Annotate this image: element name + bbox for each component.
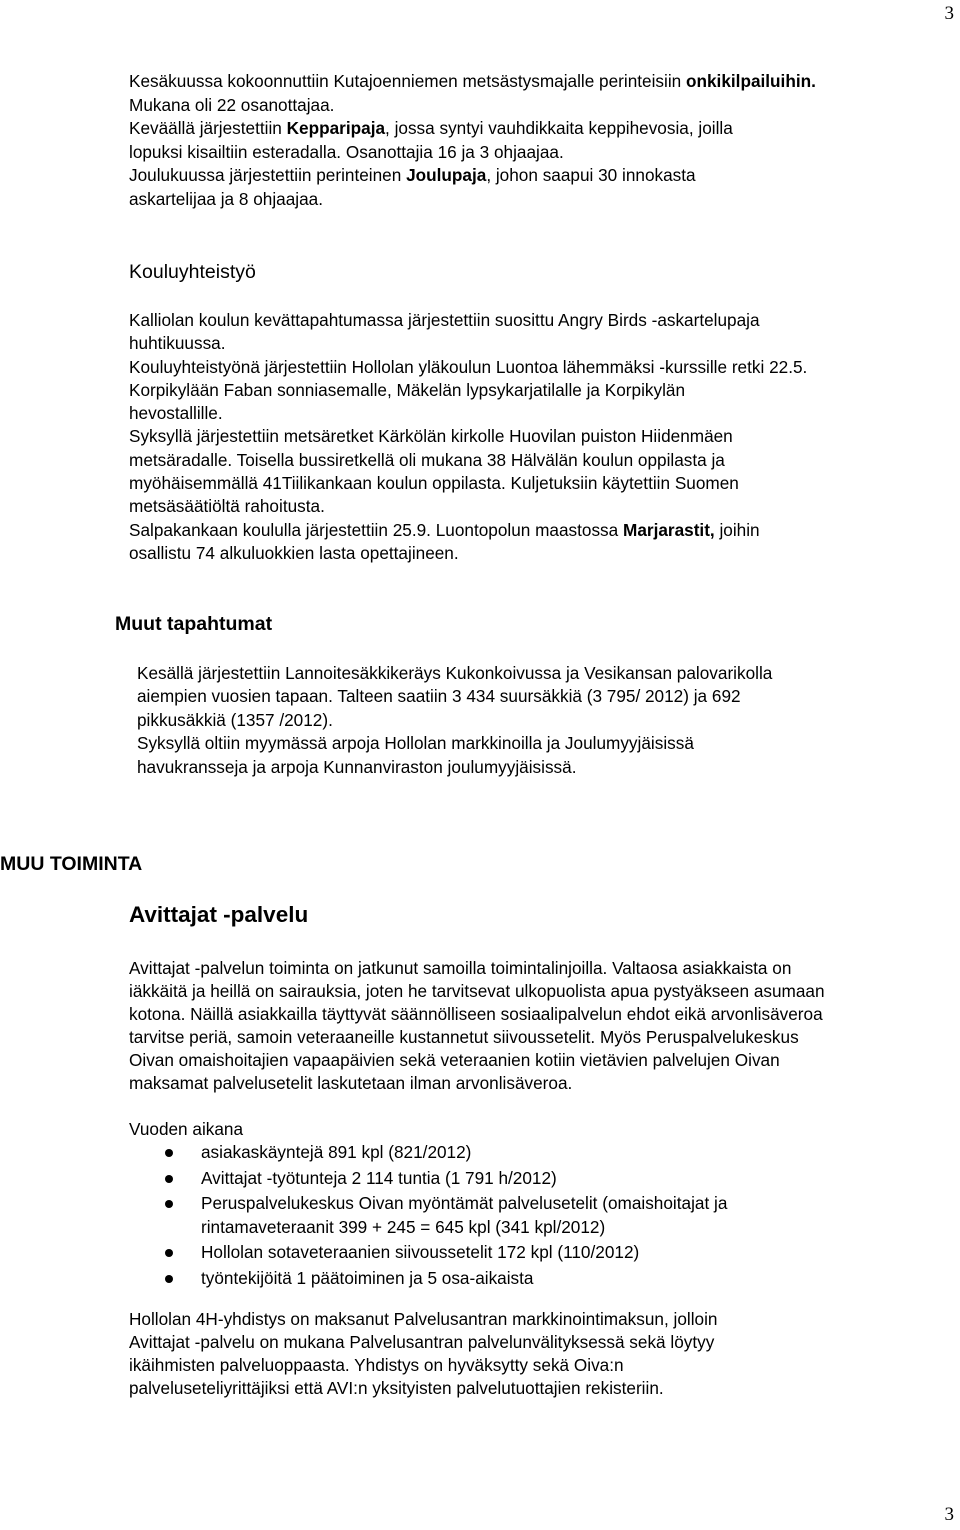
muut-paragraph — [137, 662, 772, 779]
list-item-text: Peruspalvelukeskus Oivan myöntämät palvelusetelit (omaishoitajat ja — [201, 1193, 728, 1214]
text-line: kotona. Näillä asiakkailla täyttyvät säännölliseen sosiaalipalvelun ehdot eikä arvonlisäveroa — [129, 1003, 823, 1024]
text-line: tarvitse periä, samoin veteraaneille kustannetut siivoussetelit. Myös Peruspalvelukeskus — [129, 1026, 799, 1047]
intro-line — [129, 117, 816, 141]
bold-text: Kepparipaja — [286, 118, 386, 139]
text: Kesäkuussa kokoonnuttiin Kutajoenniemen metsästysmajalle perinteisiin — [129, 71, 686, 91]
text-line: hevostallille. — [129, 403, 223, 424]
bold-text: onkikilpailuihin. — [686, 71, 816, 91]
text-line — [129, 519, 807, 542]
list-item-text: Avittajat -työtunteja 2 114 tuntia (1 791 h/2012) — [201, 1167, 557, 1188]
bullet-icon — [165, 1149, 173, 1157]
avittajat-paragraph-2 — [129, 1308, 717, 1400]
text-line: Oivan omaishoitajien vapaapäivien sekä veteraanien kotiin vietävien palvelujen Oivan — [129, 1049, 780, 1070]
text-line: aiempien vuosien tapaan. Talteen saatiin 3 434 suursäkkiä (3 795/ 2012) ja 692 — [137, 686, 741, 707]
text-line: maksamat palvelusetelit laskutetaan ilman arvonlisäveroa. — [129, 1072, 573, 1093]
intro-line — [129, 164, 816, 188]
section-heading-muu-toiminta: MUU TOIMINTA — [0, 853, 143, 875]
list-item — [129, 1192, 727, 1239]
intro-line: lopuksi kisailtiin esteradalla. Osanottajia 16 ja 3 ohjaajaa. — [129, 141, 564, 162]
text-line: ikäihmisten palveluoppaasta. Yhdistys on hyväksytty sekä Oiva:n — [129, 1355, 624, 1376]
text-line: myöhäisemmällä 41Tiilikankaan koulun oppilasta. Kuljetuksiin käytettiin Suomen — [129, 473, 739, 494]
list-item-text: Hollolan sotaveteraanien siivoussetelit 172 kpl (110/2012) — [201, 1242, 640, 1263]
text-line: Avittajat -palvelu on mukana Palvelusantran palvelunvälityksessä sekä löytyy — [129, 1332, 715, 1353]
avittajat-paragraph-1 — [129, 957, 825, 1094]
bullet-icon — [165, 1175, 173, 1183]
text-line: Kouluyhteistyönä järjestettiin Hollolan yläkoulun Luontoa lähemmäksi -kurssille retki 22.5. — [129, 356, 808, 377]
text-line: metsäradalle. Toisella bussiretkellä oli mukana 38 Hälvälän koulun oppilasta ja — [129, 449, 725, 470]
list-item-text: työntekijöitä 1 päätoiminen ja 5 osa-aikaista — [201, 1267, 534, 1288]
bullet-icon — [165, 1249, 173, 1257]
text-line: pikkusäkkiä (1357 /2012). — [137, 709, 333, 730]
text-line: Syksyllä järjestettiin metsäretket Kärkölän kirkolle Huovilan puiston Hiidenmäen — [129, 426, 733, 447]
list-item — [129, 1167, 727, 1191]
list-item-text: rintamaveteraanit 399 + 245 = 645 kpl (341 kpl/2012) — [201, 1216, 606, 1237]
text-line: Kalliolan koulun kevättapahtumassa järjestettiin suosittu Angry Birds -askartelupaja — [129, 310, 760, 330]
year-label: Vuoden aikana — [129, 1119, 244, 1139]
intro-line: askartelijaa ja 8 ohjaajaa. — [129, 188, 323, 209]
list-item — [129, 1141, 727, 1165]
bold-text: Marjarastit, — [623, 519, 715, 540]
text-line: havukransseja ja arpoja Kunnanviraston joulumyyjäisissä. — [137, 756, 577, 777]
bullet-icon — [165, 1275, 173, 1283]
bold-text: Joulupaja — [406, 165, 487, 186]
text: , jossa syntyi vauhdikkaita keppihevosia, joilla — [385, 118, 733, 139]
section-heading-muut-tapahtumat: Muut tapahtumat — [115, 613, 273, 635]
intro-paragraph — [129, 70, 816, 212]
page-number-top: 3 — [944, 3, 954, 24]
list-item — [129, 1267, 727, 1291]
list-item-text: asiakaskäyntejä 891 kpl (821/2012) — [201, 1142, 472, 1162]
text-line: Syksyllä oltiin myymässä arpoja Hollolan markkinoilla ja Joulumyyjäisissä — [137, 733, 694, 754]
intro-line — [129, 70, 816, 94]
text-line: metsäsäätiöltä rahoitusta. — [129, 496, 325, 517]
text: Salpakankaan koululla järjestettiin 25.9. Luontopolun maastossa — [129, 519, 623, 540]
avittajat-bullet-list — [129, 1141, 727, 1291]
text: , johon saapui 30 innokasta — [486, 165, 696, 186]
text-line: Kesällä järjestettiin Lannoitesäkkikeräys Kukonkoivussa ja Vesikansan palovarikolla — [137, 663, 773, 683]
text: joihin — [714, 519, 760, 540]
text-line: Avittajat -palvelun toiminta on jatkunut samoilla toimintalinjoilla. Valtaosa asiakkaista on — [129, 958, 792, 978]
text: Joulukuussa järjestettiin perinteinen — [129, 165, 407, 186]
bullet-list — [129, 1141, 727, 1291]
text-line: Hollolan 4H-yhdistys on maksanut Palvelusantran markkinointimaksun, jolloin — [129, 1309, 718, 1329]
page-number-bottom: 3 — [944, 1504, 954, 1525]
text: Keväällä järjestettiin — [129, 118, 287, 139]
list-item — [129, 1241, 727, 1265]
text-line: osallistu 74 alkuluokkien lasta opettajineen. — [129, 542, 459, 563]
section-heading-avittajat: Avittajat -palvelu — [129, 902, 309, 927]
section-heading-kouluyhteistyo: Kouluyhteistyö — [129, 261, 256, 283]
text-line: iäkkäitä ja heillä on sairauksia, joten he tarvitsevat ulkopuolista apua pystyäkseen asumaan — [129, 980, 825, 1001]
intro-line: Mukana oli 22 osanottajaa. — [129, 94, 335, 115]
kouluyhteistyo-paragraph — [129, 309, 807, 565]
text-line: huhtikuussa. — [129, 333, 226, 354]
text-line: palveluseteliyrittäjiksi että AVI:n yksityisten palvelutuottajien rekisteriin. — [129, 1378, 664, 1399]
text-line: Korpikylään Faban sonniasemalle, Mäkelän lypsykarjatilalle ja Korpikylän — [129, 379, 686, 400]
bullet-icon — [165, 1200, 173, 1208]
